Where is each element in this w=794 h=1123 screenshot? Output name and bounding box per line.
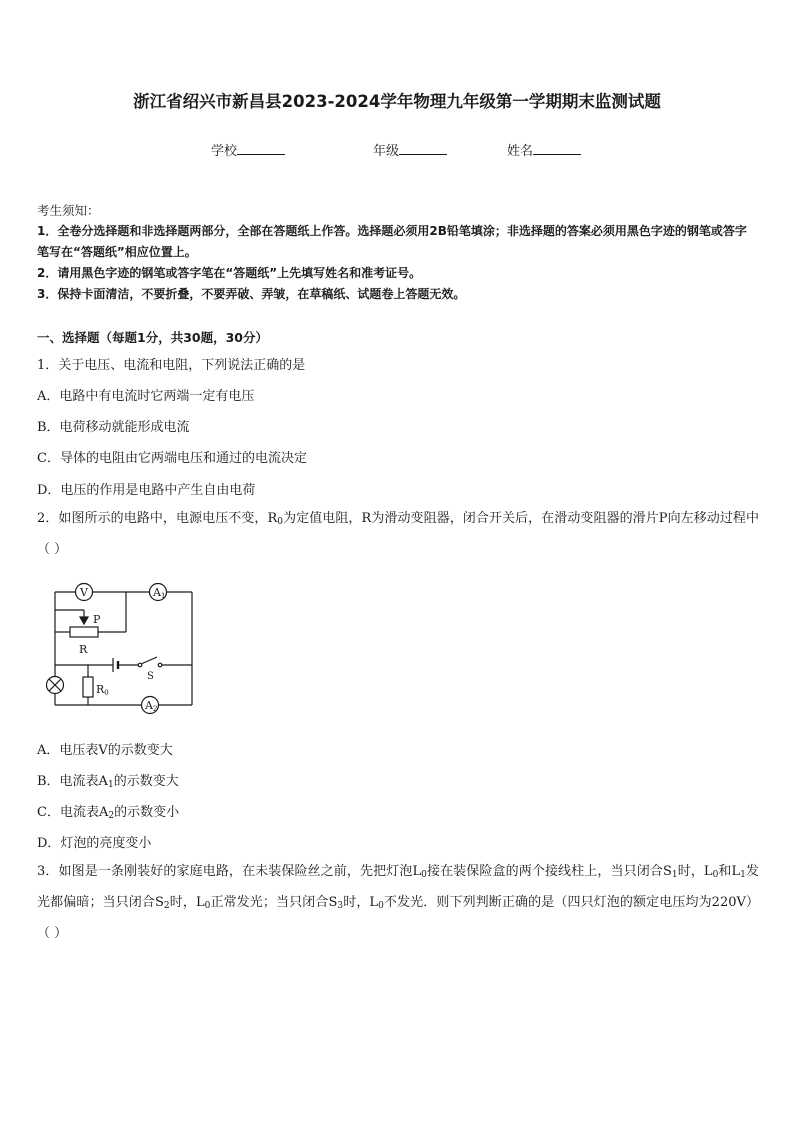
rheostat-label: R [79, 643, 88, 656]
q1-option-d[interactable]: D．电压的作用是电路中产生自由电荷 [37, 483, 256, 498]
q2-option-a[interactable]: A．电压表V的示数变大 [37, 743, 173, 758]
ammeter1-label: A1 [153, 586, 166, 600]
voltmeter-label: V [80, 586, 88, 599]
name-label: 姓名 [507, 144, 534, 159]
section-heading: 一、选择题（每题1分，共30题，30分） [37, 330, 268, 345]
q1-stem: 1．关于电压、电流和电阻，下列说法正确的是 [37, 358, 306, 373]
switch-label: S [147, 671, 154, 682]
fixed-resistor-label: R0 [96, 683, 109, 697]
q2-option-c[interactable]: C．电流表$A_2$的示数变小 [37, 805, 180, 821]
notice-head: 考生须知： [37, 203, 100, 218]
slider-label: P [93, 613, 101, 626]
q2-option-d[interactable]: D．灯泡的亮度变小 [37, 836, 152, 851]
exam-title: 浙江省绍兴市新昌县2023-2024学年物理九年级第一学期期末监测试题 [133, 92, 661, 111]
notice-item: 2．请用黑色字迹的钢笔或答字笔在“答题纸”上先填写姓名和准考证号。 [37, 266, 422, 280]
school-field[interactable] [211, 140, 285, 159]
ammeter2-label: A2 [145, 699, 158, 713]
name-field[interactable] [507, 140, 581, 159]
exam-notice [37, 200, 757, 305]
notice-item: 1．全卷分选择题和非选择题两部分，全部在答题纸上作答。选择题必须用2B铅笔填涂；非选择题的答案必须用黑色字迹的钢笔或答字笔写在“答题纸”相应位置上。 [37, 224, 747, 259]
q1-option-a[interactable]: A．电路中有电流时它两端一定有电压 [37, 389, 255, 404]
q1-option-c[interactable]: C．导体的电阻由它两端电压和通过的电流决定 [37, 451, 307, 466]
q2-option-b[interactable]: B．电流表$A_1$的示数变大 [37, 774, 179, 790]
q2-stem: 2．如图所示的电路中，电源电压不变，$R_0$为定值电阻，R为滑动变阻器，闭合开关后，在滑动变阻器的滑片P向左移动过程中（ ） [37, 511, 759, 557]
school-blank[interactable] [237, 142, 285, 155]
school-label: 学校 [211, 144, 238, 159]
grade-field[interactable] [373, 140, 447, 159]
grade-label: 年级 [373, 144, 400, 159]
q1-option-b[interactable]: B．电荷移动就能形成电流 [37, 420, 190, 435]
q3-stem: 3．如图是一条刚装好的家庭电路，在未装保险丝之前，先把灯泡$L_0$接在装保险盒的两个接线柱上，当只闭合$S_1$时，$L_0$和$L_1$发光都偏暗；当只闭合$S_2$时，$L_0$正常发光；当只闭合$S_3$时，$L_0$不发光．则下列判断正确的是（四只灯泡的额定电压均为220V）（ ） [37, 864, 760, 941]
circuit-diagram [40, 577, 200, 717]
grade-blank[interactable] [399, 142, 447, 155]
name-blank[interactable] [533, 142, 581, 155]
notice-item: 3．保持卡面清洁，不要折叠，不要弄破、弄皱，在草稿纸、试题卷上答题无效。 [37, 287, 466, 301]
